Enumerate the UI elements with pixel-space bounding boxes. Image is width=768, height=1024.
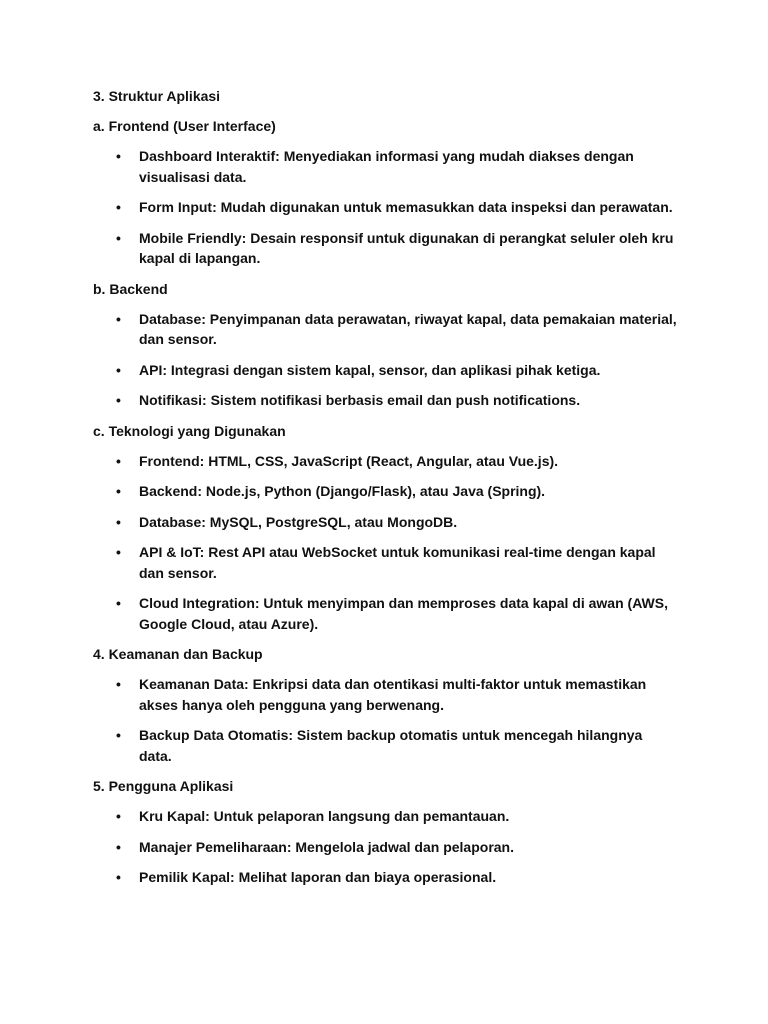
list-item-text: Kru Kapal: Untuk pelaporan langsung dan pemantauan. — [139, 808, 510, 824]
list-item-text: Backup Data Otomatis: Sistem backup otomatis untuk mencegah hilangnya data. — [139, 727, 643, 764]
section-heading: c. Teknologi yang Digunakan — [93, 422, 286, 439]
list-item-text: Cloud Integration: Untuk menyimpan dan memproses data kapal di awan (AWS, Google Cloud, atau Azure). — [139, 595, 668, 632]
list-item-text: Backend: Node.js, Python (Django/Flask), atau Java (Spring). — [139, 483, 546, 499]
section-heading: 4. Keamanan dan Backup — [93, 646, 263, 662]
list-item-text: Pemilik Kapal: Melihat laporan dan biaya operasional. — [139, 869, 497, 885]
bullet-icon: • — [116, 544, 121, 560]
list-item — [93, 593, 678, 634]
section-heading: 5. Pengguna Aplikasi — [93, 778, 234, 794]
section-heading: a. Frontend (User Interface) — [93, 118, 276, 134]
bullet-icon: • — [116, 676, 121, 692]
section-heading: 3. Struktur Aplikasi — [93, 88, 221, 104]
list-item — [93, 228, 678, 269]
list-item — [93, 512, 678, 533]
list-item-text: API & IoT: Rest API atau WebSocket untuk komunikasi real-time dengan kapal dan sensor. — [139, 544, 656, 581]
list-item — [93, 806, 678, 827]
list-item-text: Dashboard Interaktif: Menyediakan informasi yang mudah diakses dengan visualisasi data. — [139, 148, 634, 185]
bullet-icon: • — [116, 869, 121, 885]
list-item — [93, 542, 678, 583]
list-item — [93, 390, 678, 411]
list-item-text: Frontend: HTML, CSS, JavaScript (React, Angular, atau Vue.js). — [139, 452, 559, 469]
bullet-icon: • — [116, 483, 121, 499]
bullet-icon: • — [116, 148, 121, 164]
list-item — [93, 360, 678, 381]
bullet-list — [93, 146, 678, 269]
list-item — [93, 197, 678, 218]
bullet-list — [93, 309, 678, 411]
list-item — [93, 481, 678, 502]
bullet-list — [93, 451, 678, 635]
list-item-text: Manajer Pemeliharaan: Mengelola jadwal dan pelaporan. — [139, 838, 514, 855]
bullet-icon: • — [116, 361, 121, 378]
list-item-text: Database: MySQL, PostgreSQL, atau MongoDB. — [139, 513, 458, 530]
list-item — [93, 674, 678, 715]
list-item-text: Database: Penyimpanan data perawatan, riwayat kapal, data pemakaian material, dan sensor. — [139, 310, 677, 347]
bullet-icon: • — [116, 310, 121, 327]
bullet-icon: • — [116, 229, 121, 246]
list-item — [93, 309, 678, 350]
section-heading: b. Backend — [93, 280, 168, 297]
list-item — [93, 867, 678, 888]
list-item — [93, 725, 678, 766]
bullet-list — [93, 806, 678, 888]
bullet-icon: • — [116, 199, 121, 215]
bullet-icon: • — [116, 452, 121, 469]
list-item-text: Notifikasi: Sistem notifikasi berbasis email dan push notifications. — [139, 392, 581, 408]
bullet-icon: • — [116, 513, 121, 530]
bullet-icon: • — [116, 595, 121, 611]
bullet-icon: • — [116, 838, 121, 855]
list-item — [93, 146, 678, 187]
list-item-text: API: Integrasi dengan sistem kapal, sensor, dan aplikasi pihak ketiga. — [139, 361, 601, 378]
bullet-icon: • — [116, 392, 121, 408]
list-item-text: Keamanan Data: Enkripsi data dan otentikasi multi-faktor untuk memastikan akses hanya oleh pengguna yang berwenang. — [139, 676, 647, 713]
list-item-text: Form Input: Mudah digunakan untuk memasukkan data inspeksi dan perawatan. — [139, 199, 673, 215]
list-item-text: Mobile Friendly: Desain responsif untuk digunakan di perangkat seluler oleh kru kapal di lapangan. — [139, 229, 674, 266]
list-item — [93, 451, 678, 472]
bullet-icon: • — [116, 808, 121, 824]
bullet-icon: • — [116, 727, 121, 743]
document-page — [93, 86, 678, 898]
bullet-list — [93, 674, 678, 766]
list-item — [93, 837, 678, 858]
